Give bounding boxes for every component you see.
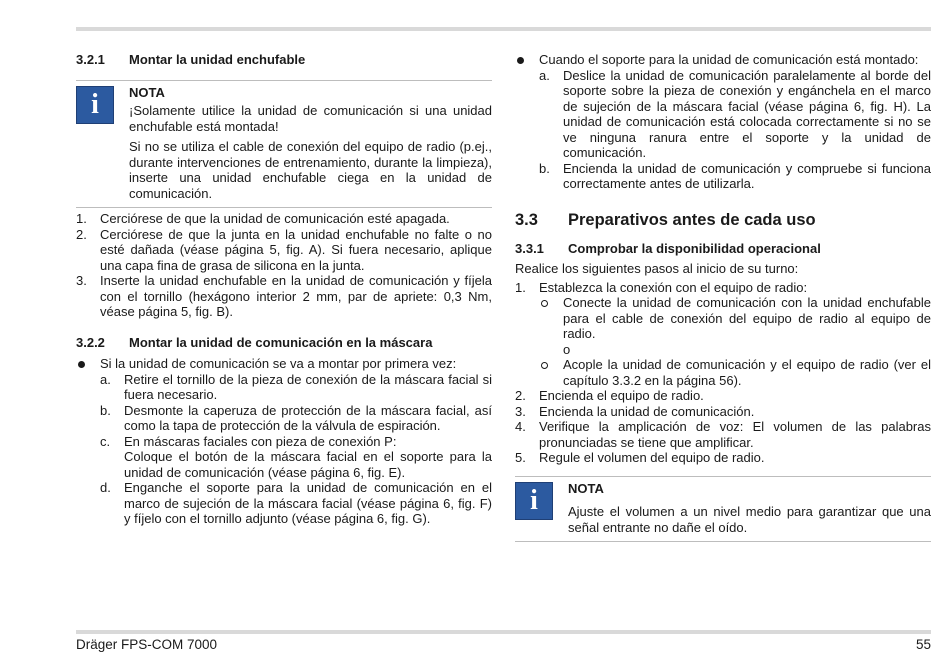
section-title: Comprobar la disponibilidad operacional — [568, 240, 821, 256]
sub-list-item: b. Desmonte la caperuza de protección de la máscara facial, así como la tapa de protección de la válvula de espiración. — [100, 402, 492, 433]
steps-list — [76, 211, 492, 320]
info-icon: i — [76, 86, 114, 124]
note-paragraph: Ajuste el volumen a un nivel medio para garantizar que una señal entrante no dañe el oído. — [568, 504, 931, 535]
bottom-rule — [76, 630, 931, 634]
sub-list-item: a. Retire el tornillo de la pieza de conexión de la máscara facial si fuera necesario. — [100, 371, 492, 402]
section-number: 3.2.1 — [76, 52, 105, 67]
list-item: Si la unidad de comunicación se va a montar por primera vez: — [76, 356, 492, 372]
top-rule — [76, 27, 931, 31]
note-title: NOTA — [568, 480, 604, 496]
right-column — [515, 52, 931, 542]
intro-text: Realice los siguientes pasos al inicio de su turno: — [515, 261, 799, 276]
sub-list-item: Conecte la unidad de comunicación con la unidad enchufable para el cable de conexión del equipo de radio al equipo de radio. o — [539, 295, 931, 357]
note-box — [515, 476, 931, 543]
sub-list-item: d. Enganche el soporte para la unidad de comunicación en el marco de sujeción de la máscara facial (véase página 6, fig. F) y fíjelo con el tornillo adjunto (véase página 6, fig. G). — [100, 480, 492, 526]
section-number: 3.3.1 — [515, 240, 544, 256]
section-number: 3.3 — [515, 210, 538, 229]
section-number: 3.2.2 — [76, 334, 105, 350]
bullet-icon — [78, 361, 85, 368]
or-text: o — [563, 341, 571, 357]
section-title: Preparativos antes de cada uso — [568, 210, 816, 229]
circle-bullet-icon — [541, 300, 548, 307]
list-item: 5. Regule el volumen del equipo de radio. — [515, 450, 765, 465]
heading-3-3-1 — [515, 241, 931, 257]
list-item: 2. Cerciórese de que la junta en la unidad enchufable no falte o no esté dañada (véase página 5, fig. A). Si fuera necesario, aplique una capa fina de grasa de silicona en la junta. — [76, 226, 492, 273]
list-item: 1. Establezca la conexión con el equipo de radio: — [515, 279, 808, 295]
note-box — [76, 80, 492, 209]
bullet-icon — [517, 57, 524, 64]
info-icon: i — [515, 482, 553, 520]
circle-bullet-icon — [541, 362, 548, 369]
heading-3-2-1 — [76, 52, 492, 68]
list-item: Cuando el soporte para la unidad de comunicación está montado: — [515, 52, 931, 68]
sub-list-item: b. Encienda la unidad de comunicación y compruebe si funciona correctamente antes de utilizarla. — [539, 160, 931, 191]
product-name: Dräger FPS-COM 7000 — [76, 637, 218, 652]
page-footer — [76, 637, 931, 653]
sub-list-item: a. Deslice la unidad de comunicación paralelamente al borde del soporte sobre la pieza de conexión y engánchela en el marco de sujeción de la máscara facial (véase página 6, fig. H). La unidad de comunicación está colocada correctamente si no se ve ninguna ranura entre el soporte y la unidad de comunicación. — [539, 67, 931, 160]
note-title: NOTA — [129, 84, 165, 100]
heading-3-2-2 — [76, 335, 492, 351]
note-paragraph: Si no se utiliza el cable de conexión del equipo de radio (p.ej., durante intervenciones de entrenamiento, durante la limpieza), inserte una unidad enchufable ciega en la unidad de comunicación. — [129, 139, 492, 201]
list-item: 4. Verifique la amplicación de voz: El volumen de las palabras pronunciadas se tiene que amplificar. — [515, 419, 931, 450]
section-title: Montar la unidad de comunicación en la máscara — [129, 334, 433, 350]
sub-list-item: c. En máscaras faciales con pieza de conexión P: Coloque el botón de la máscara facial en el soporte para la unidad de comunicación (véase página 6, fig. E). — [100, 433, 492, 480]
left-column — [76, 52, 492, 527]
heading-3-3 — [515, 210, 931, 230]
list-item: 3. Inserte la unidad enchufable en la unidad de comunicación y fíjela con el tornillo (hexágono interior 2 mm, par de apriete: 0,3 Nm, véase página 5, fig. B). — [76, 273, 492, 319]
list-item: 1. Cerciórese de que la unidad de comunicación esté apagada. — [76, 211, 450, 226]
list-item: 3. Encienda la unidad de comunicación. — [515, 403, 755, 419]
note-paragraph: ¡Solamente utilice la unidad de comunicación si una unidad enchufable está montada! — [129, 103, 492, 134]
page-number: 55 — [915, 637, 931, 652]
bullet-list — [76, 356, 492, 527]
steps-list — [515, 280, 931, 466]
list-item: 2. Encienda el equipo de radio. — [515, 388, 704, 403]
section-title: Montar la unidad enchufable — [129, 52, 306, 67]
sub-list-item: Acople la unidad de comunicación y el equipo de radio (ver el capítulo 3.3.2 en la página 56). — [539, 357, 931, 388]
